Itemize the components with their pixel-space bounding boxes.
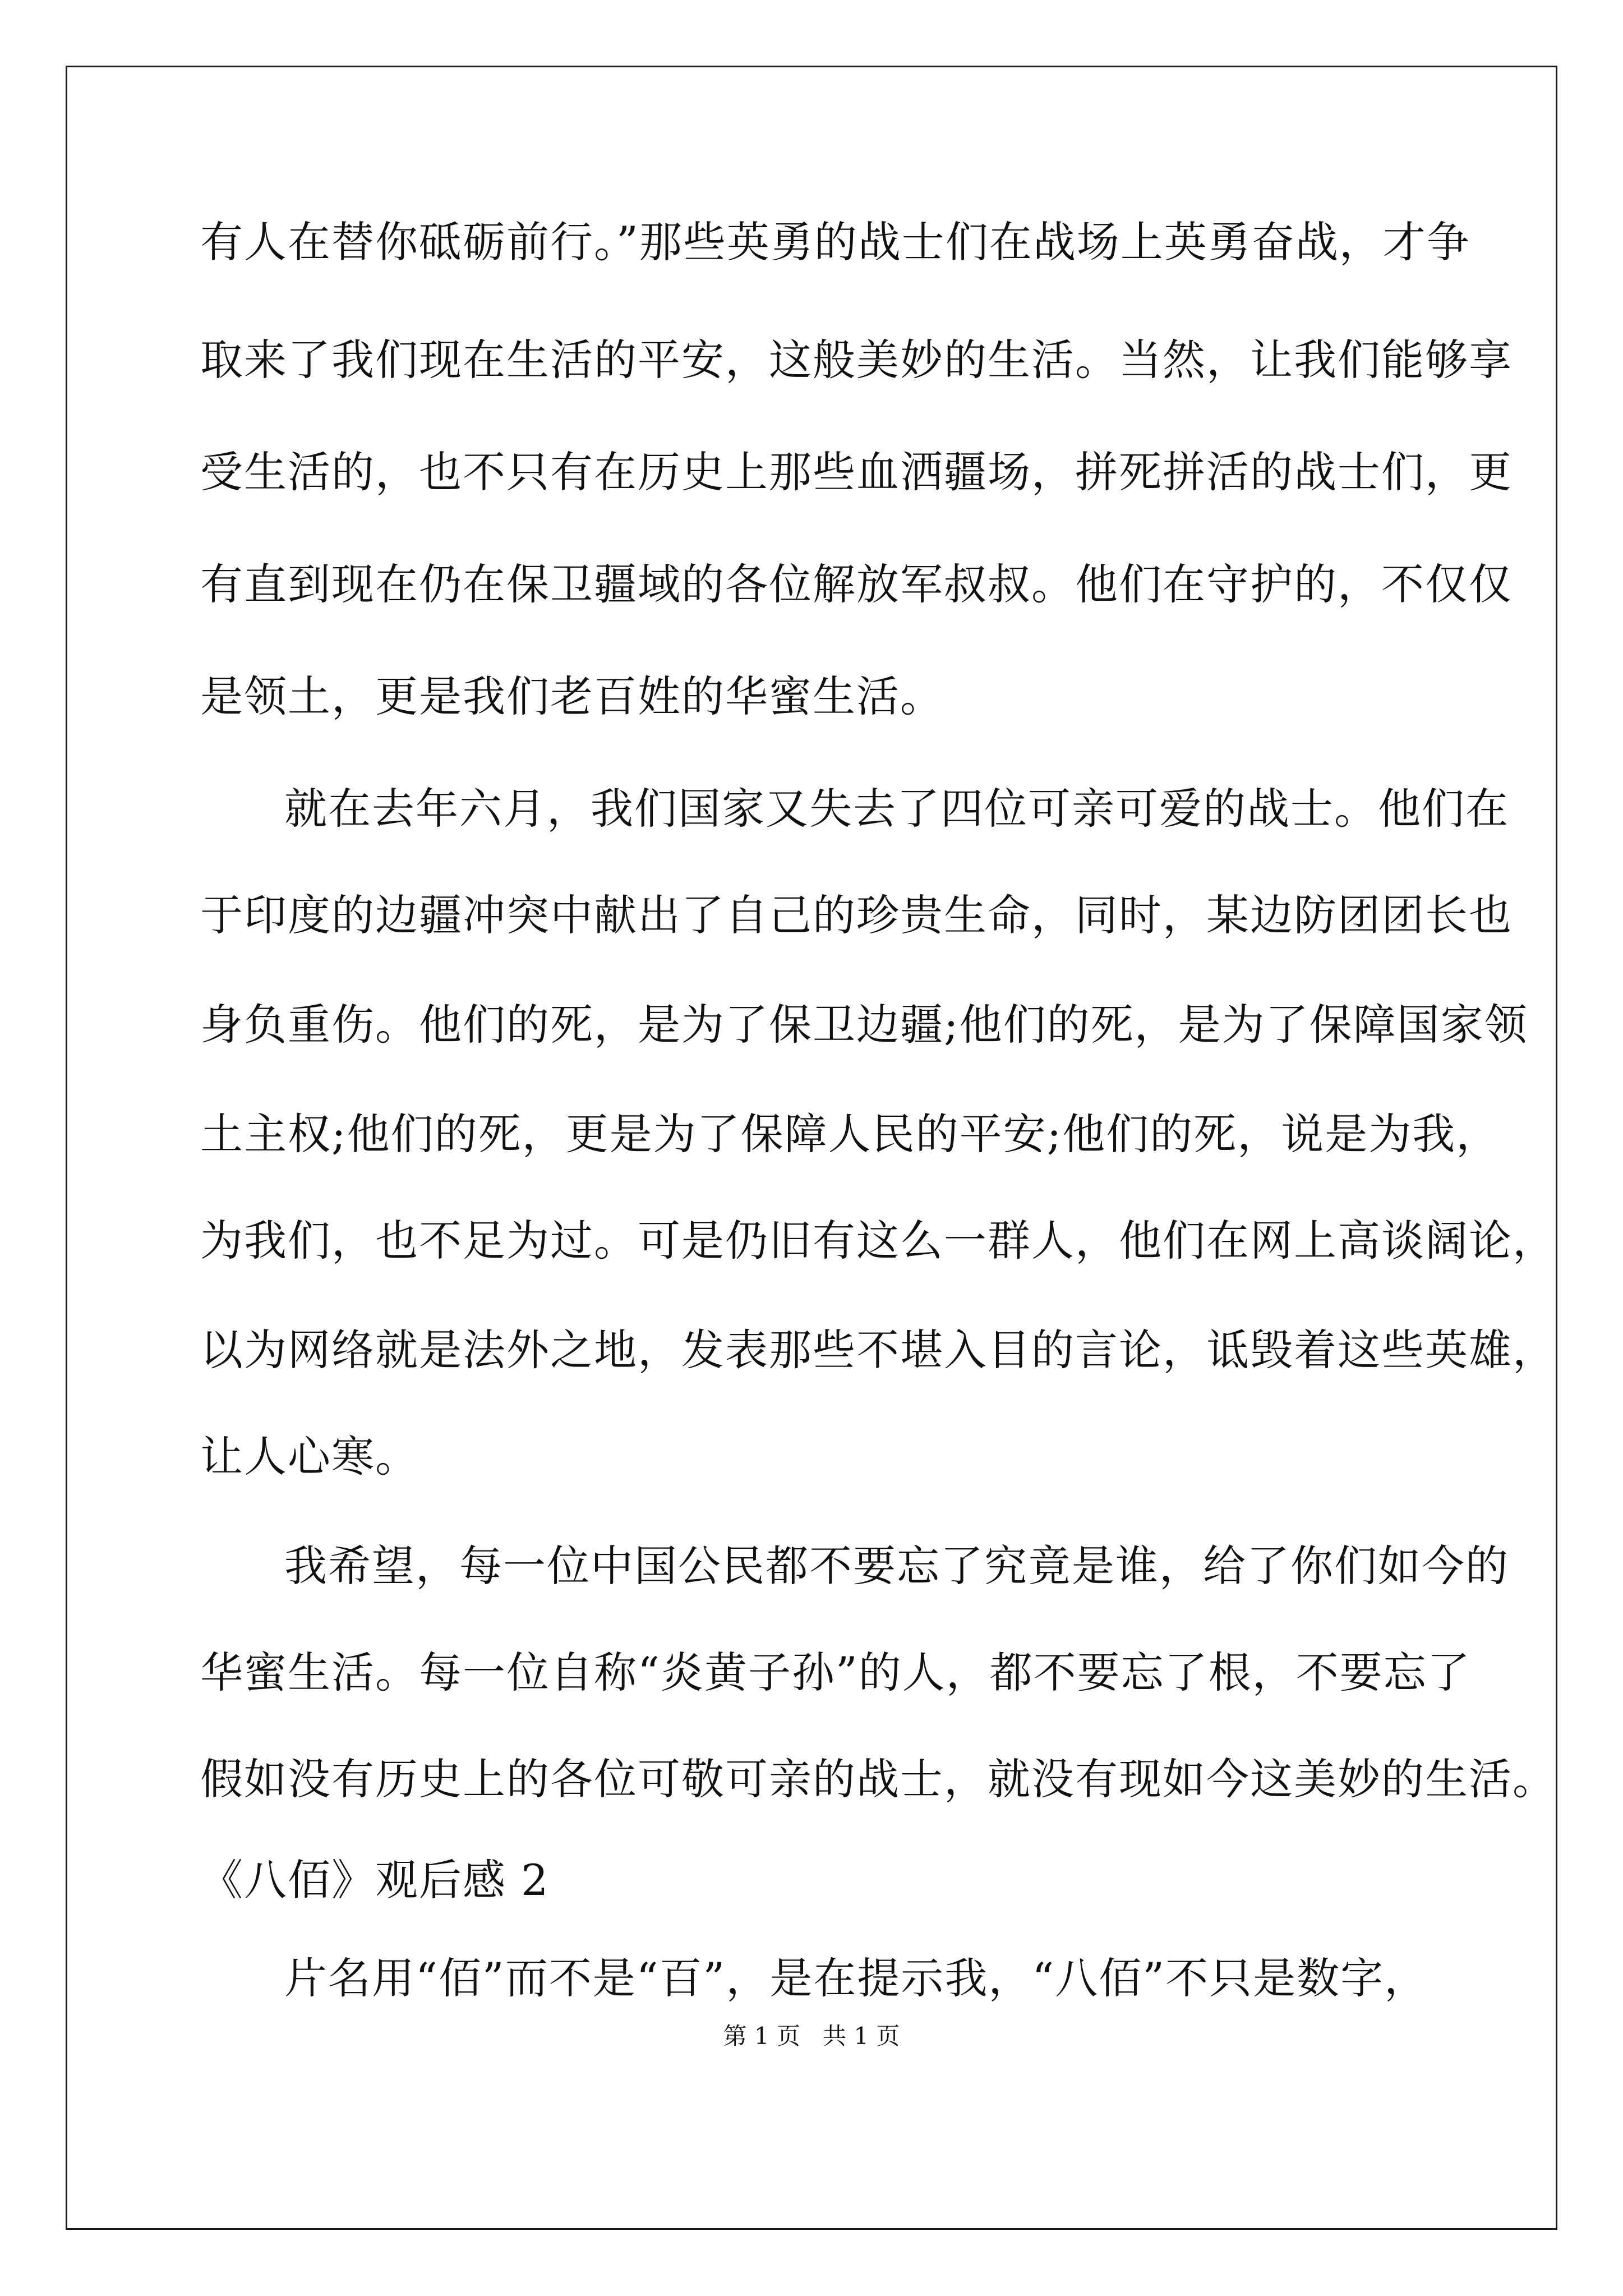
- page-total: 共 1 页: [823, 2022, 900, 2050]
- text-line: 让人心寒。: [200, 1432, 419, 1481]
- text-line: 身负重伤。他们的死，是为了保卫边疆;他们的死，是为了保障国家领: [200, 1000, 1528, 1050]
- text-line: 假如没有历史上的各位可敬可亲的战士，就没有现如今这美妙的生活。: [200, 1754, 1556, 1804]
- page-footer: [0, 2019, 1623, 2053]
- paragraph-first-line: 就在去年六月，我们国家又失去了四位可亲可爱的战士。他们在: [284, 784, 1509, 834]
- text-line: 是领土，更是我们老百姓的华蜜生活。: [200, 671, 944, 721]
- text-line: 为我们，也不足为过。可是仍旧有这么一群人，他们在网上高谈阔论，: [200, 1216, 1556, 1266]
- section-heading: 《八佰》观后感 2: [200, 1855, 550, 1905]
- paragraph-first-line: 我希望，每一位中国公民都不要忘了究竟是谁，给了你们如今的: [284, 1541, 1509, 1591]
- text-line: 有直到现在仍在保卫疆域的各位解放军叔叔。他们在守护的，不仅仅: [200, 559, 1513, 609]
- text-line: 于印度的边疆冲突中献出了自己的珍贵生命，同时，某边防团团长也: [200, 890, 1513, 940]
- text-line: 取来了我们现在生活的平安，这般美妙的生活。当然，让我们能够享: [200, 335, 1513, 385]
- page-number: 第 1 页: [723, 2022, 800, 2050]
- text-line: 土主权;他们的死，更是为了保障人民的平安;他们的死，说是为我，: [200, 1109, 1500, 1159]
- text-line: 以为网络就是法外之地，发表那些不堪入目的言论，诋毁着这些英雄，: [200, 1325, 1556, 1375]
- text-line: 受生活的，也不只有在历史上那些血洒疆场，拼死拼活的战士们，更: [200, 447, 1513, 497]
- paragraph-first-line: 片名用“佰”而不是“百”，是在提示我，“八佰”不只是数字，: [284, 1953, 1428, 2003]
- text-line: 华蜜生活。每一位自称“炎黄子孙”的人，都不要忘了根，不要忘了: [200, 1648, 1471, 1697]
- text-line: 有人在替你砥砺前行。”那些英勇的战士们在战场上英勇奋战，才争: [200, 217, 1470, 267]
